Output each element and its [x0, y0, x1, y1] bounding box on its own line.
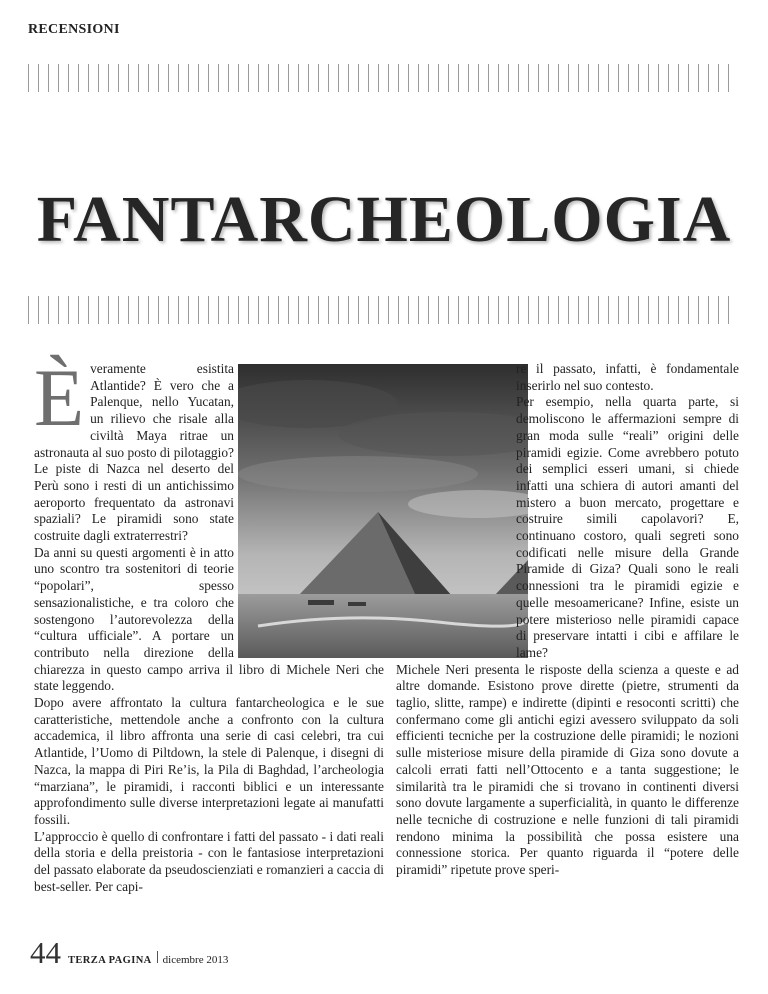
paragraph: Da anni su questi argomenti è in atto uno scontro tra sostenitori di teorie “popolari”, spesso sensazionalistiche, e tra coloro che sostengono l’autorevolezza della “cultura ufficiale”. A portare un contributo nella direzione della chiarezza in questo campo arriva il libro di Michele Neri che state leggendo. — [34, 544, 384, 694]
article-column-right — [396, 361, 739, 879]
drop-cap: È — [34, 352, 85, 443]
page-number: 44 — [30, 935, 61, 970]
paragraph: Dopo avere affrontato la cultura fantarcheologica e le sue caratteristiche, mettendole anche a confronto con la cultura accademica, il libro affronta una serie di casi celebri, tra cui Atlantide, l’Uomo di Piltdown, la stele di Palenque, i disegni di Nazca, la mappa di Piri Re’is, la Pila di Baghdad, l’archeologia “marziana”, le piramidi, i racconti biblici e un interessante approfondimento sulle diverse interpretazioni legate ai manufatti fossili. — [34, 695, 384, 827]
paragraph: Per esempio, nella quarta parte, si demoliscono le affermazioni sempre di gran moda sulle “reali” origini delle piramidi egizie. Come avrebbero potuto dei semplici esseri umani, si chiede infatti una schiera di autori amanti del mistero a buon mercato, progettare e costruire simili capolavori? E, continuano costoro, quali segreti sono codificati nelle misure della Grande Piramide di Giza? Quali sono le reali connessioni tra le piramidi egizie e quelle mesoamericane? Infine, esiste un potere misterioso nelle piramidi capace di preservare intatti i cibi e affilare le lame? — [516, 394, 739, 660]
footer-divider — [157, 951, 158, 963]
top-decorative-rule — [28, 64, 738, 92]
article-title: FANTARCHEOLOGIA — [36, 183, 732, 257]
bottom-decorative-rule — [28, 296, 738, 324]
paragraph: veramente esistita Atlantide? È vero che a Palenque, nello Yucatan, un rilievo che risale alla civiltà Maya ritrae un astronauta al suo posto di pilotaggio? Le piste di Nazca nel deserto del Perù sono i resti di un antichissimo aeroporto frequentato da astronavi spaziali? Le piramidi sono state costruite dagli extraterrestri? — [34, 361, 234, 544]
paragraph: L’approccio è quello di confrontare i fatti del passato - i dati reali della storia e della preistoria - con le fantasiose interpretazioni del passato elaborate da pseudoscienziati e romanzieri a caccia di best-seller. Per capi- — [34, 828, 384, 894]
paragraph: Michele Neri presenta le risposte della scienza a queste e ad altre domande. Esistono prove dirette (pietre, strumenti da taglio, slitte, rampe) e indirette (dipinti e resoconti scritti) che confermano come gli antichi egizi avessero sviluppato da soli efficienti tecniche per la costruzione delle piramidi; le nozioni sulle misteriose misure della piramide di Giza sono dovute a calcoli errati fatti nell’Ottocento e a tanta suggestione; le similarità tra le piramidi che si trovano in continenti diversi sono dovute largamente a superficialità, in quanto le differenze nelle tecniche di costruzione e nelle funzioni di tali piramidi rendono minima la possibilità che possa esistere una connessione storica. Per quanto riguarda il “potere delle piramidi” ripetute prove speri- — [396, 661, 739, 878]
section-label: RECENSIONI — [28, 22, 120, 37]
issue-date: dicembre 2013 — [162, 954, 229, 966]
magazine-name: TERZA PAGINA — [68, 955, 152, 966]
article-column-left — [34, 352, 384, 896]
page-footer — [30, 935, 228, 971]
paragraph: re il passato, infatti, è fondamentale inserirlo nel suo contesto. — [516, 361, 739, 393]
